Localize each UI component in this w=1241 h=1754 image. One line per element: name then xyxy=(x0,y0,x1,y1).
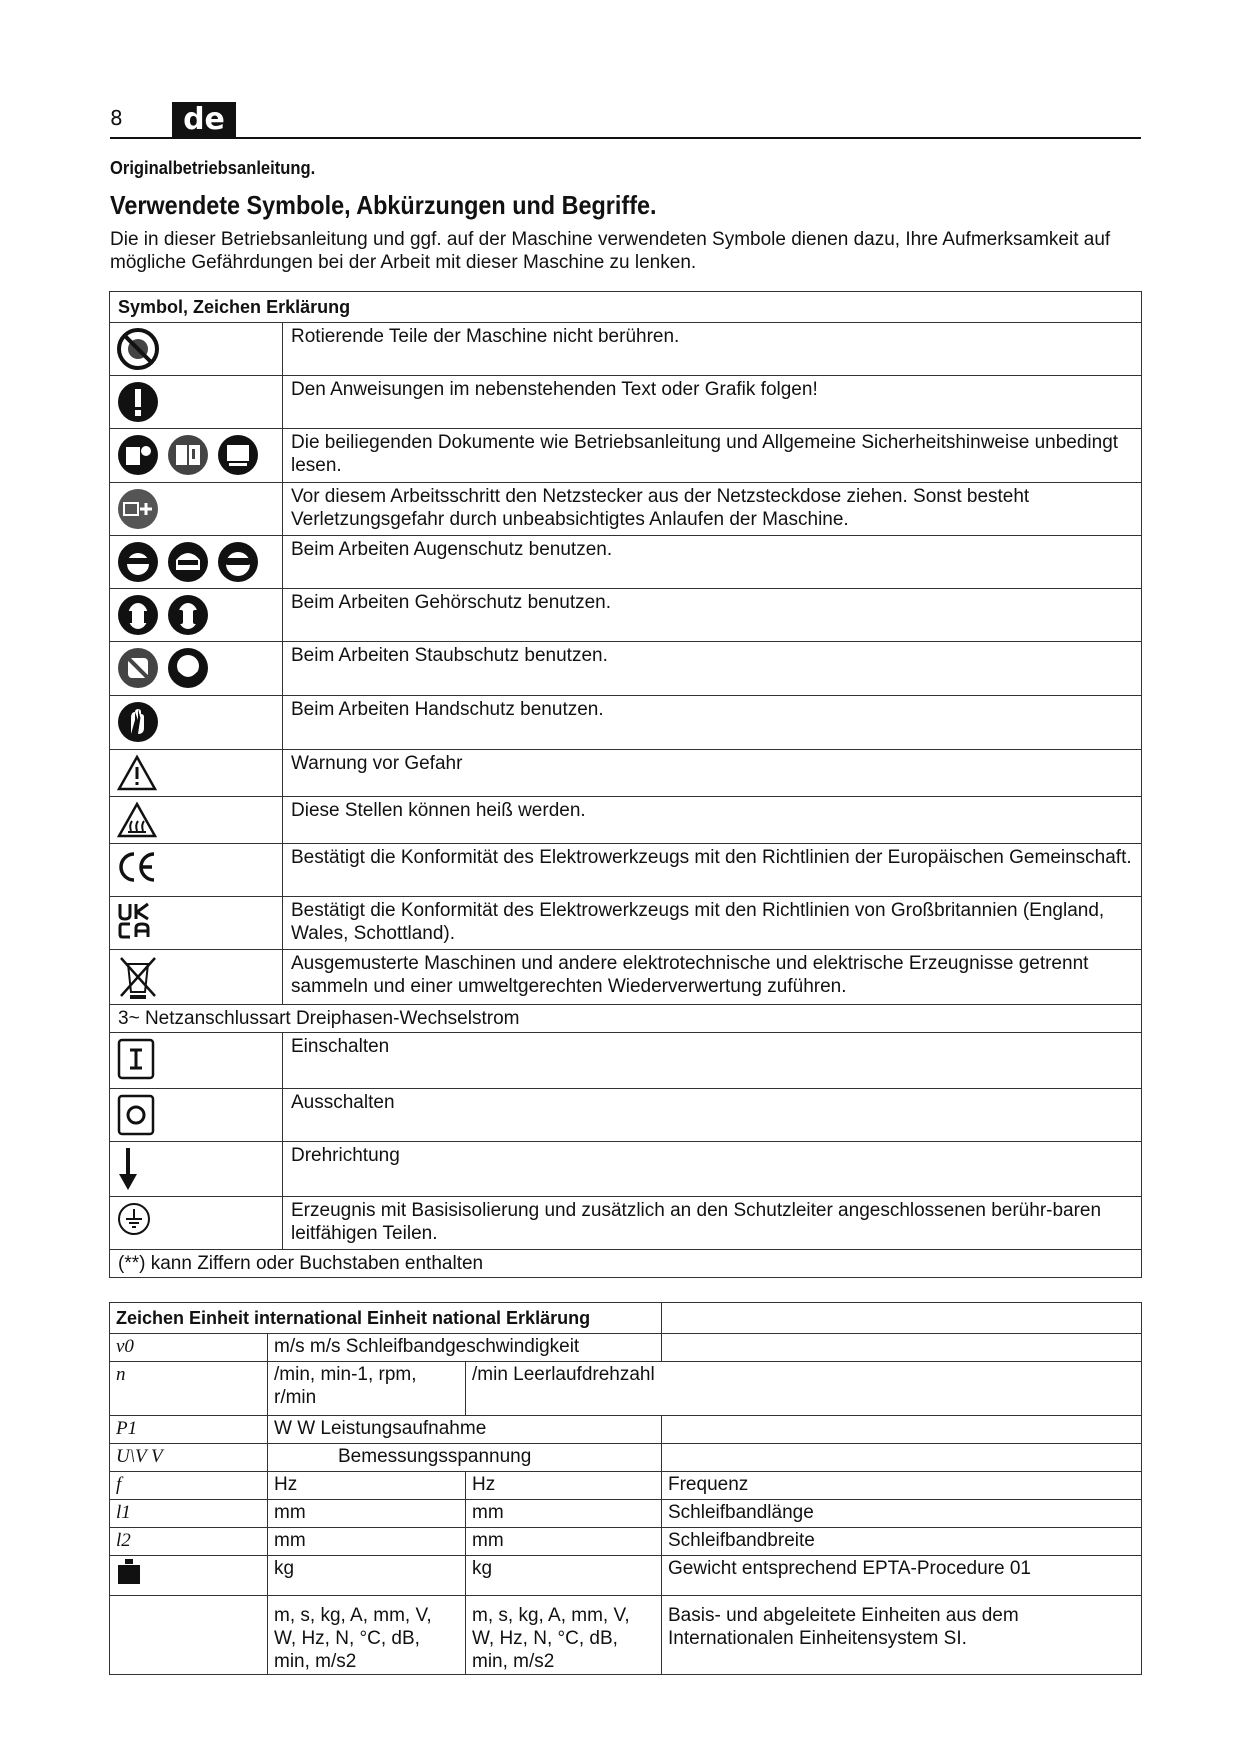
goggles-icon xyxy=(216,540,260,584)
explanation-cell: Ausschalten xyxy=(283,1089,1142,1142)
symbol-cell xyxy=(110,323,283,376)
ear-muffs-icon xyxy=(166,593,210,637)
explanation-cell: Vor diesem Arbeitsschritt den Netzstecker aus der Netzsteckdose ziehen. Sonst besteht Verletzungsgefahr durch unbeabsichtigtes Anlaufen der Maschine. xyxy=(283,483,1142,536)
unit-symbol: l2 xyxy=(110,1528,268,1556)
explanation-cell: Erzeugnis mit Basisisolierung und zusätzlich an den Schutzleiter angeschlossenen berühr-baren leitfähigen Teilen. xyxy=(283,1197,1142,1250)
symbols-table xyxy=(109,291,1142,1278)
unit-merged: W W Leistungsaufnahme xyxy=(268,1416,662,1444)
symbol-cell xyxy=(110,1033,283,1089)
explanation-cell: Bestätigt die Konformität des Elektrowerkzeugs mit den Richtlinien der Europäischen Gemeinschaft. xyxy=(283,844,1142,897)
rotation-arrow-icon xyxy=(116,1146,140,1192)
respirator-icon xyxy=(166,646,210,690)
unit-merged: m/s m/s Schleifbandgeschwindigkeit xyxy=(268,1334,662,1362)
unit-merged: /min Leerlaufdrehzahl xyxy=(466,1362,1142,1416)
unit-explanation: Frequenz xyxy=(662,1472,1142,1500)
explanation-cell: Beim Arbeiten Augenschutz benutzen. xyxy=(283,536,1142,589)
face-shield-icon xyxy=(166,540,210,584)
unit-explanation: Basis- und abgeleitete Einheiten aus dem Internationalen Einheitensystem SI. xyxy=(662,1596,1142,1675)
symbol-cell xyxy=(110,1197,283,1250)
three-phase-row: 3~ Netzanschlussart Dreiphasen-Wechselstrom xyxy=(110,1005,1142,1033)
unit-symbol xyxy=(110,1596,268,1675)
intro-paragraph: Die in dieser Betriebsanleitung und ggf. auf der Maschine verwendeten Symbole dienen dazu, Ihre Aufmerksamkeit auf mögliche Gefährdungen bei der Arbeit mit dieser Maschine zu lenken. xyxy=(110,229,1111,273)
unit-symbol: l1 xyxy=(110,1500,268,1528)
symbol-cell xyxy=(110,536,283,589)
hot-surface-icon xyxy=(116,801,158,839)
unit-national: Hz xyxy=(466,1472,662,1500)
unit-national: mm xyxy=(466,1500,662,1528)
explanation-cell: Beim Arbeiten Handschutz benutzen. xyxy=(283,696,1142,750)
weee-bin-icon xyxy=(116,954,160,1000)
read-book-icon xyxy=(166,433,210,477)
unit-explanation: Gewicht entsprechend EPTA-Procedure 01 xyxy=(662,1556,1142,1596)
unit-explanation: Schleifbandlänge xyxy=(662,1500,1142,1528)
unit-intl: m, s, kg, A, mm, V, W, Hz, N, °C, dB, min, m/s2 xyxy=(268,1596,466,1675)
unit-empty xyxy=(662,1416,1142,1444)
symbol-cell xyxy=(110,589,283,642)
explanation-cell: Diese Stellen können heiß werden. xyxy=(283,797,1142,844)
symbol-cell xyxy=(110,1142,283,1197)
warning-triangle-icon xyxy=(116,754,158,792)
explanation-cell: Ausgemusterte Maschinen und andere elektrotechnische und elektrische Erzeugnisse getrennt sammeln und einer umweltgerechten Wiederverwertung zuführen. xyxy=(283,950,1142,1005)
unit-intl: Hz xyxy=(268,1472,466,1500)
section-title: Verwendete Symbole, Abkürzungen und Begriffe. xyxy=(110,190,657,220)
unit-empty xyxy=(662,1334,1142,1362)
power-off-icon xyxy=(116,1093,156,1137)
unit-intl: mm xyxy=(268,1528,466,1556)
header-rule xyxy=(110,137,1141,139)
units-table-header-empty xyxy=(662,1303,1142,1334)
explanation-cell: Beim Arbeiten Staubschutz benutzen. xyxy=(283,642,1142,696)
unit-merged: Bemessungsspannung xyxy=(268,1444,662,1472)
units-table xyxy=(109,1302,1142,1675)
symbol-cell xyxy=(110,483,283,536)
unit-national: m, s, kg, A, mm, V, W, Hz, N, °C, dB, min, m/s2 xyxy=(466,1596,662,1675)
unit-symbol xyxy=(110,1556,268,1596)
gloves-icon xyxy=(116,700,160,744)
explanation-cell: Warnung vor Gefahr xyxy=(283,750,1142,797)
unit-explanation: Schleifbandbreite xyxy=(662,1528,1142,1556)
unit-intl: kg xyxy=(268,1556,466,1596)
eye-protection-icon xyxy=(116,540,160,584)
ukca-mark-icon xyxy=(116,901,156,941)
explanation-cell: Drehrichtung xyxy=(283,1142,1142,1197)
symbol-cell xyxy=(110,897,283,950)
read-manual-icon xyxy=(116,433,160,477)
symbol-cell xyxy=(110,376,283,429)
mandatory-action-icon xyxy=(116,380,160,424)
symbol-cell xyxy=(110,642,283,696)
unit-symbol: f xyxy=(110,1472,268,1500)
unit-empty xyxy=(662,1444,1142,1472)
symbol-cell xyxy=(110,696,283,750)
explanation-cell: Den Anweisungen im nebenstehenden Text oder Grafik folgen! xyxy=(283,376,1142,429)
language-badge: de xyxy=(172,102,236,138)
units-table-header: Zeichen Einheit international Einheit national Erklärung xyxy=(110,1303,662,1334)
no-touch-rotating-icon xyxy=(116,327,160,371)
explanation-cell: Rotierende Teile der Maschine nicht berühren. xyxy=(283,323,1142,376)
unit-symbol: P1 xyxy=(110,1416,268,1444)
symbol-cell xyxy=(110,750,283,797)
explanation-cell: Einschalten xyxy=(283,1033,1142,1089)
explanation-cell: Die beiliegenden Dokumente wie Betriebsanleitung und Allgemeine Sicherheitshinweise unbedingt lesen. xyxy=(283,429,1142,483)
unplug-icon xyxy=(116,487,160,531)
page-number: 8 xyxy=(110,106,123,130)
ce-mark-icon xyxy=(116,848,160,886)
footnote-row: (**) kann Ziffern oder Buchstaben enthalten xyxy=(110,1250,1142,1278)
unit-national: kg xyxy=(466,1556,662,1596)
explanation-cell: Bestätigt die Konformität des Elektrowerkzeugs mit den Richtlinien von Großbritannien (England, Wales, Schottland). xyxy=(283,897,1142,950)
weight-icon xyxy=(116,1557,142,1585)
symbols-table-header: Symbol, Zeichen Erklärung xyxy=(110,292,1142,323)
document-subtitle: Originalbetriebsanleitung. xyxy=(110,158,316,178)
explanation-cell: Beim Arbeiten Gehörschutz benutzen. xyxy=(283,589,1142,642)
unit-symbol: U\V V xyxy=(110,1444,268,1472)
unit-symbol: n xyxy=(110,1362,268,1416)
protective-earth-icon xyxy=(116,1201,152,1237)
symbol-cell xyxy=(110,429,283,483)
symbol-cell xyxy=(110,797,283,844)
dust-mask-icon xyxy=(116,646,160,690)
unit-national: mm xyxy=(466,1528,662,1556)
symbol-cell xyxy=(110,844,283,897)
unit-symbol: v0 xyxy=(110,1334,268,1362)
read-document-icon xyxy=(216,433,260,477)
unit-intl: /min, min-1, rpm, r/min xyxy=(268,1362,466,1416)
symbol-cell xyxy=(110,950,283,1005)
ear-protection-icon xyxy=(116,593,160,637)
symbol-cell xyxy=(110,1089,283,1142)
unit-intl: mm xyxy=(268,1500,466,1528)
power-on-icon xyxy=(116,1037,156,1081)
